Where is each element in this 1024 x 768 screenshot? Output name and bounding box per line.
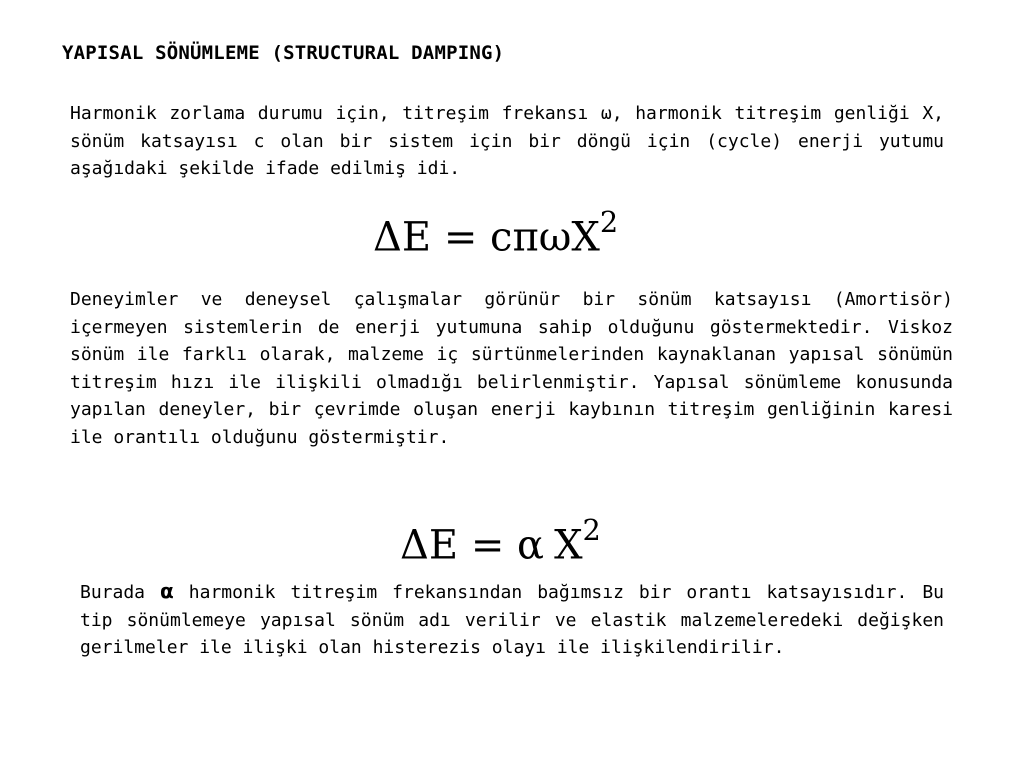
equation-exponent: 2 bbox=[582, 512, 601, 547]
experiments-paragraph: Deneyimler ve deneysel çalışmalar görünür bir sönüm katsayısı (Amortisör) içermeyen sistemlerin de enerji yutumuna sahip olduğunu göstermektedir. Viskoz sönüm ile farklı olarak, malzeme iç sürtünmelerinden kaynaklanan yapısal sönümün titreşim hızı ile ilişkili olmadığı belirlenmiştir. Yapısal sönümleme konusunda yapılan deneyler, bir çevrimde oluşan enerji kaybının titreşim genliğinin karesi ile orantılı olduğunu göstermiştir. bbox=[70, 289, 953, 448]
equation-lhs: ΔE bbox=[400, 522, 459, 569]
paragraph-text-start: Burada bbox=[80, 582, 161, 603]
equation-equals: = bbox=[470, 522, 505, 569]
energy-equation-structural bbox=[400, 512, 601, 569]
equation-exponent: 2 bbox=[599, 204, 619, 239]
paragraph-text-rest: harmonik titreşim frekansından bağımsız bir orantı katsayısıdır. Bu tip sönümlemeye yapısal sönüm adı verilir ve elastik malzemeleredeki değişken gerilmeler ile ilişki olan histerezis olayı ile ilişkilendirilir. bbox=[80, 582, 944, 658]
equation-rhs: cπωX bbox=[490, 214, 600, 261]
alpha-explanation-paragraph bbox=[80, 578, 944, 662]
equation-lhs: ΔE bbox=[373, 214, 432, 261]
page-title: YAPISAL SÖNÜMLEME (STRUCTURAL DAMPING) bbox=[62, 42, 505, 64]
energy-equation-viscous bbox=[373, 204, 619, 261]
intro-paragraph: Harmonik zorlama durumu için, titreşim frekansı ω, harmonik titreşim genliği X, sönüm katsayısı c olan bir sistem için bir döngü için (cycle) enerji yutumu aşağıdaki şekilde ifade edilmiş idi. bbox=[70, 103, 944, 179]
alpha-symbol: α bbox=[160, 579, 174, 603]
equation-variable: X bbox=[554, 522, 583, 569]
equation-equals: = bbox=[443, 214, 478, 261]
equation-coefficient: α bbox=[517, 522, 545, 569]
